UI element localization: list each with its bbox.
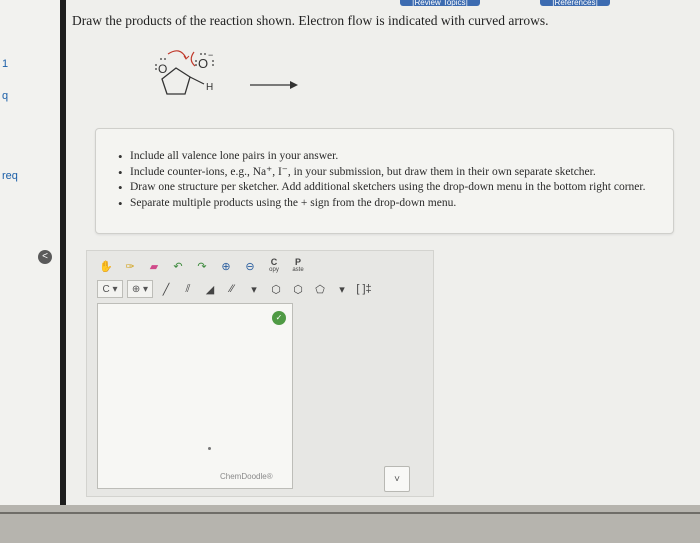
oxide-anion: O [198, 56, 209, 71]
review-topics-tab[interactable]: [Review Topics] [400, 0, 480, 6]
undo-icon[interactable]: ↶ [173, 260, 183, 273]
ring-select-icon[interactable]: ▾ [339, 283, 345, 296]
toolbar-row-bottom [97, 279, 373, 299]
hand-icon[interactable]: ✋ [99, 260, 113, 273]
bond-select-icon[interactable]: ▾ [251, 283, 257, 296]
wedge-bond-icon[interactable]: ◢ [205, 283, 215, 296]
instruction-item: • Separate multiple products using the + sign from the drop-down menu. [118, 196, 673, 212]
chemdoodle-brand: ChemDoodle® [220, 472, 273, 481]
chemdoodle-sketcher [86, 250, 434, 497]
charge-select[interactable]: ⊕ ▾ [127, 280, 153, 298]
bottom-bezel [0, 505, 700, 543]
bracket-tool[interactable]: [ ]‡ [356, 283, 372, 295]
left-rail [0, 0, 66, 543]
instruction-item: • Include counter-ions, e.g., Na⁺, I⁻, in your submission, but draw them in their own separate sketcher. [118, 165, 673, 181]
question-text: Draw the products of the reaction shown. Electron flow is indicated with curved arrows. [72, 13, 549, 28]
lasso-icon[interactable]: ✑ [125, 260, 135, 273]
instruction-item: • Draw one structure per sketcher. Add additional sketchers using the drop-down menu in the bottom right corner. [118, 180, 673, 196]
instructions-box [95, 128, 674, 234]
side-label-2: q [2, 90, 9, 102]
redo-icon[interactable]: ↷ [197, 260, 207, 273]
side-label-1: 1 [2, 58, 9, 70]
svg-text:−: − [208, 50, 214, 60]
carbon-atom-select[interactable]: C ▾ [97, 280, 123, 298]
references-tab[interactable]: [References] [540, 0, 610, 6]
checkmark-badge-icon[interactable]: ✓ [272, 311, 286, 325]
bottom-divider [0, 512, 700, 514]
toolbar-row-top [97, 255, 307, 277]
collapse-button[interactable]: < [38, 250, 52, 264]
reaction-scheme [140, 44, 300, 114]
drawing-canvas[interactable] [97, 303, 293, 489]
single-bond-icon[interactable]: ╱ [162, 283, 170, 296]
eraser-icon[interactable]: ▰ [149, 260, 159, 273]
benzene-icon[interactable]: ⬡ [271, 283, 281, 296]
canvas-dot [208, 447, 211, 450]
instruction-item: • Include all valence lone pairs in your answer. [118, 149, 673, 165]
zoom-in-icon[interactable]: ⊕ [221, 260, 231, 273]
zoom-out-icon[interactable]: ⊖ [245, 260, 255, 273]
cyclopentane-icon[interactable]: ⬠ [315, 283, 325, 296]
paste-button[interactable]: P aste [292, 257, 304, 273]
cyclohexane-icon[interactable]: ⬡ [293, 283, 303, 296]
curved-arrow-1 [168, 51, 186, 58]
hydrogen-label: H [206, 82, 214, 93]
copy-button[interactable]: C opy [269, 257, 279, 273]
sketcher-dropdown-chevron-down-icon[interactable]: ˅ [384, 466, 410, 492]
hash-bond-icon[interactable]: ⫽ [185, 282, 191, 295]
side-label-3: req [2, 170, 18, 182]
curved-arrow-2 [191, 52, 195, 66]
double-bond-icon[interactable]: ⁄⁄ [230, 283, 234, 295]
oxygen-ring: O [158, 62, 168, 76]
